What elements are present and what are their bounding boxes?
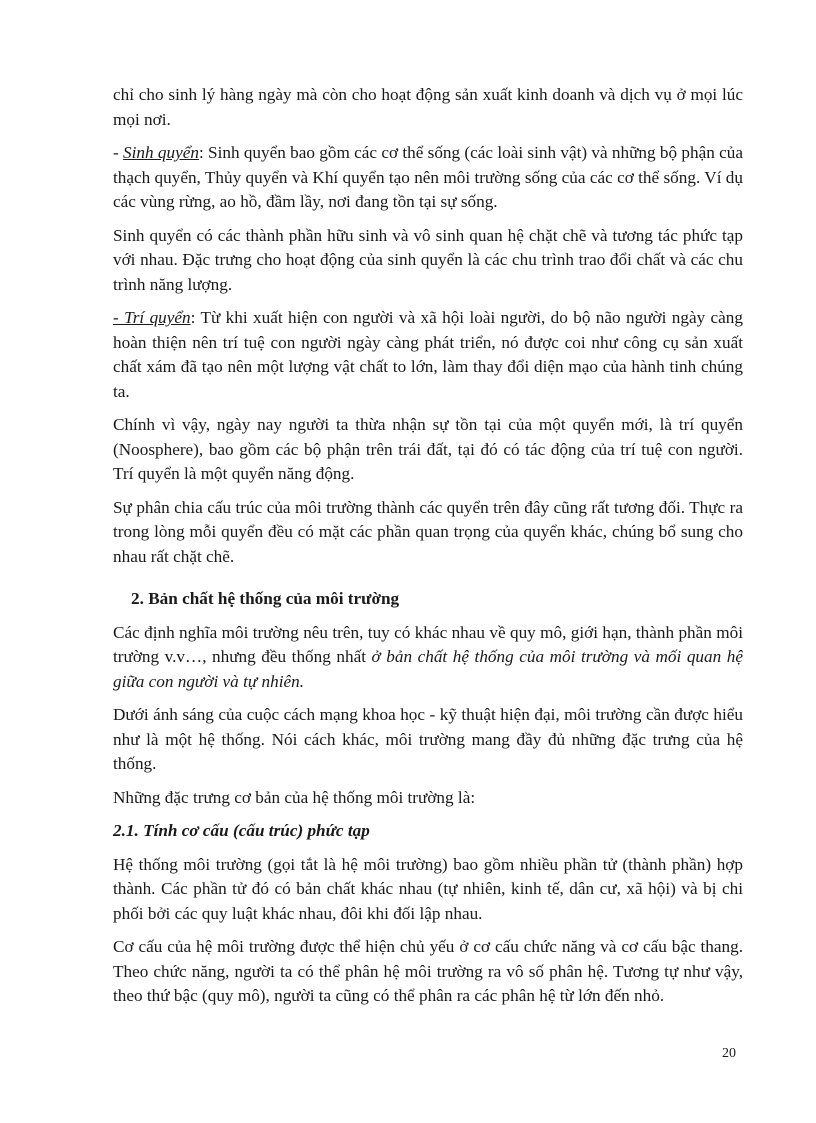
term-sinh-quyen: Sinh quyển	[123, 143, 199, 162]
paragraph-continuation: chỉ cho sinh lý hàng ngày mà còn cho hoạt động sản xuất kinh doanh và dịch vụ ở mọi lúc mọi nơi.	[113, 85, 743, 129]
paragraph-tri-quyen-body: : Từ khi xuất hiện con người và xã hội loài người, do bộ não người ngày càng hoàn thiện nên trí tuệ con người ngày càng phát triển, nó được coi như công cụ sản xuất chất xám đã tạo nên một lượng vật chất to lớn, làm thay đổi diện mạo của hành tinh chúng ta.	[113, 308, 743, 401]
paragraph-definitions-start: Các định nghĩa môi trường nêu trên, tuy có khác nhau về quy mô, giới hạn, thành phần môi trường v.v…, nhưng đều thống nhất	[113, 622, 743, 666]
paragraph-sinh-quyen	[113, 141, 743, 215]
paragraph-sinh-quyen-body: : Sinh quyển bao gồm các cơ thể sống (các loài sinh vật) và những bộ phận của thạch quyển, Thủy quyển và Khí quyển tạo nên môi trường sống của các cơ thể sống. Ví dụ các vùng rừng, ao hồ, đầm lầy, nơi đang tồn tại sự sống.	[113, 143, 743, 211]
paragraph-division: Sự phân chia cấu trúc của môi trường thành các quyển trên đây cũng rất tương đối. Thực ra trong lòng mỗi quyển đều có mặt các phần quan trọng của quyển khác, chúng bổ sung cho nhau rất chặt chẽ.	[113, 497, 743, 566]
paragraph-structure: Hệ thống môi trường (gọi tắt là hệ môi trường) bao gồm nhiều phần tử (thành phần) hợp thành. Các phần tử đó có bản chất khác nhau (tự nhiên, kinh tế, dân cư, xã hội) và bị chi phối bởi các quy luật khác nhau, đôi khi đối lập nhau.	[113, 854, 743, 923]
subsection-heading: 2.1. Tính cơ cấu (cấu trúc) phức tạp	[113, 821, 370, 840]
paragraph-characteristics-intro: Những đặc trưng cơ bản của hệ thống môi trường là:	[113, 787, 476, 807]
paragraph-hierarchy: Cơ cấu của hệ môi trường được thể hiện chủ yếu ở cơ cấu chức năng và cơ cấu bậc thang. Theo chức năng, người ta có thể phân hệ môi trường ra vô số phân hệ. Tương tự như vậy, theo thứ bậc (quy mô), người ta cũng có thể phân ra các phân hệ từ lớn đến nhỏ.	[113, 937, 743, 1005]
term-tri-quyen: - Trí quyển	[113, 308, 191, 327]
paragraph-system: Dưới ánh sáng của cuộc cách mạng khoa học - kỹ thuật hiện đại, môi trường cần được hiểu như là một hệ thống. Nói cách khác, môi trường mang đầy đủ những đặc trưng của hệ thống.	[113, 705, 743, 773]
paragraph-definitions-italic: ở bản chất hệ thống của môi trường và mối quan hệ giữa con người và tự nhiên.	[113, 647, 743, 691]
body-text	[113, 83, 743, 1018]
page-number: 20	[722, 1046, 736, 1061]
paragraph-definitions	[113, 621, 743, 695]
paragraph-sinh-quyen-components: Sinh quyển có các thành phần hữu sinh và vô sinh quan hệ chặt chẽ và tương tác phức tạp với nhau. Đặc trưng cho hoạt động của sinh quyển là các chu trình trao đổi chất và các chu trình năng lượng.	[113, 225, 743, 294]
paragraph-tri-quyen	[113, 306, 743, 404]
paragraph-noosphere: Chính vì vậy, ngày nay người ta thừa nhận sự tồn tại của một quyển mới, là trí quyển (Noosphere), bao gồm các bộ phận trên trái đất, tại đó có tác động của trí tuệ con người. Trí quyển là một quyển năng động.	[113, 415, 743, 483]
bullet-dash: -	[113, 143, 124, 162]
section-heading: 2. Bản chất hệ thống của môi trường	[131, 589, 400, 608]
